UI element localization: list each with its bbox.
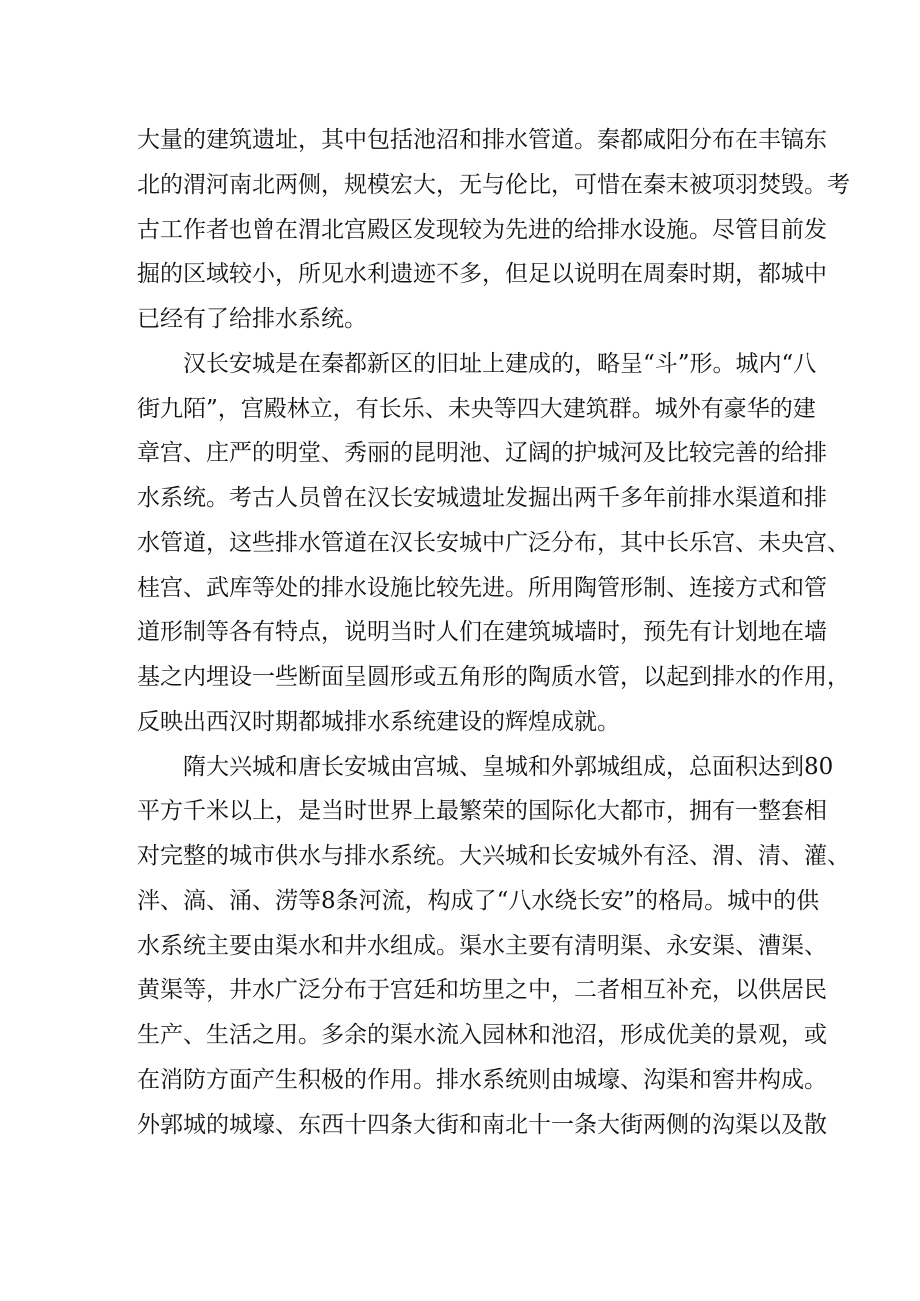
- text-line: 街九陌”，宫殿林立，有长乐、未央等四大建筑群。城外有豪华的建: [137, 395, 816, 422]
- text-line: 桂宫、武库等处的排水设施比较先进。所用陶管形制、连接方式和管: [137, 574, 827, 601]
- text-line: 汉长安城是在秦都新区的旧址上建成的，略呈“斗”形。城内“八: [137, 350, 817, 377]
- text-line: 平方千米以上，是当时世界上最繁荣的国际化大都市，拥有一整套相: [137, 798, 827, 825]
- text-line: 基之内埋设一些断面呈圆形或五角形的陶质水管，以起到排水的作用，: [137, 664, 850, 690]
- text-line: 大量的建筑遗址，其中包括池沼和排水管道。秦都咸阳分布在丰镐东: [137, 127, 827, 153]
- text-line: 水管道，这些排水管道在汉长安城中广泛分布，其中长乐宫、未央宫、: [137, 529, 850, 556]
- text-line: 泮、滈、涌、涝等8条河流，构成了“八水绕长安”的格局。城中的供: [137, 887, 820, 914]
- text-line: 章宫、庄严的明堂、秀丽的昆明池、辽阔的护城河及比较完善的给排: [137, 440, 827, 467]
- body-text: [137, 118, 850, 1147]
- text-line: 北的渭河南北两侧，规模宏大，无与伦比，可惜在秦末被项羽焚毁。考: [137, 171, 850, 198]
- text-line: 黄渠等，井水广泛分布于宫廷和坊里之中，二者相互补充，以供居民: [137, 977, 827, 1004]
- text-line: 生产、生活之用。多余的渠水流入园林和池沼，形成优美的景观，或: [137, 1022, 827, 1048]
- text-line: 外郭城的城壕、东西十四条大街和南北十一条大街两侧的沟渠以及散: [137, 1111, 827, 1138]
- text-line: 已经有了给排水系统。: [137, 306, 367, 332]
- text-line: 水系统主要由渠水和井水组成。渠水主要有清明渠、永安渠、漕渠、: [137, 932, 827, 959]
- text-line: 反映出西汉时期都城排水系统建设的辉煌成就。: [137, 708, 620, 735]
- text-line: 隋大兴城和唐长安城由宫城、皇城和外郭城组成，总面积达到80: [137, 753, 834, 780]
- text-line: 在消防方面产生积极的作用。排水系统则由城壕、沟渠和窖井构成。: [137, 1066, 827, 1093]
- text-line: 水系统。考古人员曾在汉长安城遗址发掘出两千多年前排水渠道和排: [137, 485, 827, 511]
- text-line: 掘的区域较小，所见水利遗迹不多，但足以说明在周秦时期，都城中: [137, 261, 827, 288]
- text-line: 古工作者也曾在渭北宫殿区发现较为先进的给排水设施。尽管目前发: [137, 216, 827, 243]
- text-line: 道形制等各有特点，说明当时人们在建筑城墙时，预先有计划地在墙: [137, 619, 827, 646]
- text-line: 对完整的城市供水与排水系统。大兴城和长安城外有泾、渭、清、灌、: [137, 843, 850, 869]
